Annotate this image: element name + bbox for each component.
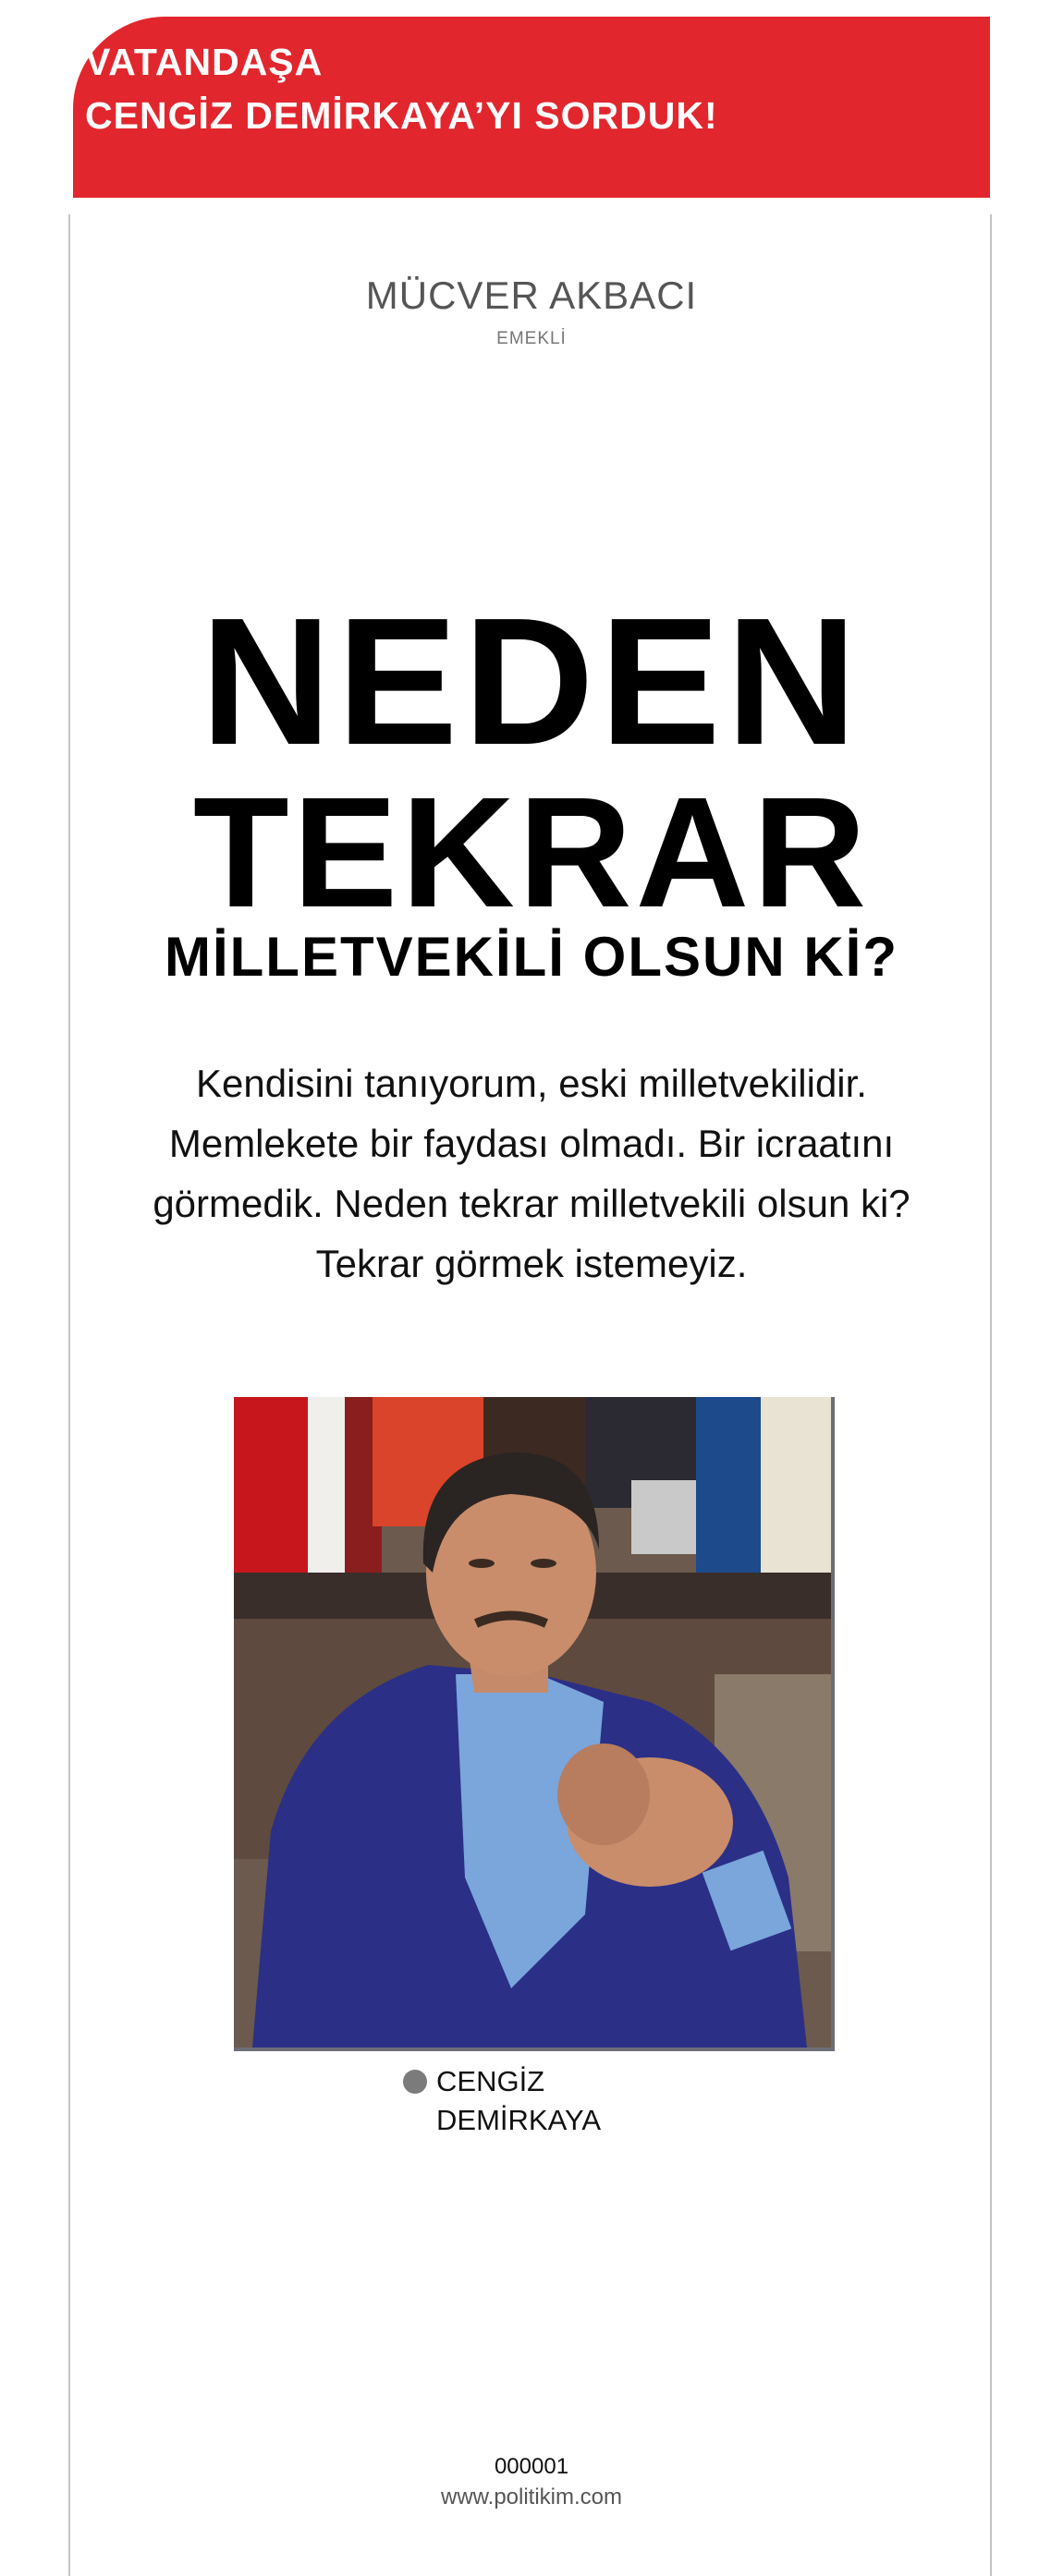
page-frame — [68, 214, 992, 2576]
website-link[interactable]: www.politikim.com — [440, 2485, 623, 2509]
banner-title-line-2: CENGİZ DEMİRKAYA’YI SORDUK! — [85, 94, 718, 137]
caption-line-1: CENGİZ — [436, 2065, 545, 2097]
banner-title-line-1: VATANDAŞA — [85, 41, 324, 83]
caption-line-2: DEMİRKAYA — [436, 2104, 601, 2136]
caption-text — [436, 2062, 714, 2140]
headline-line-2: TEKRAR — [192, 765, 871, 941]
page-number: 000001 — [494, 2454, 569, 2479]
quote-paragraph: Kendisini tanıyorum, eski milletvekilidir. Memlekete bir faydası olmadı. Bir icraatını görmedik. Neden tekrar milletvekili olsun ki? Tekrar görmek istemeyiz. — [153, 1062, 910, 1285]
portrait-illustration — [234, 1397, 831, 2047]
caption-bullet-icon — [403, 2070, 427, 2094]
portrait-photo — [234, 1397, 835, 2051]
headline-line-3: MİLLETVEKİLİ OLSUN Kİ? — [165, 926, 898, 988]
author-role: EMEKLİ — [496, 329, 567, 348]
headline-line-1: NEDEN — [200, 580, 863, 783]
author-name: MÜCVER AKBACI — [365, 273, 698, 317]
